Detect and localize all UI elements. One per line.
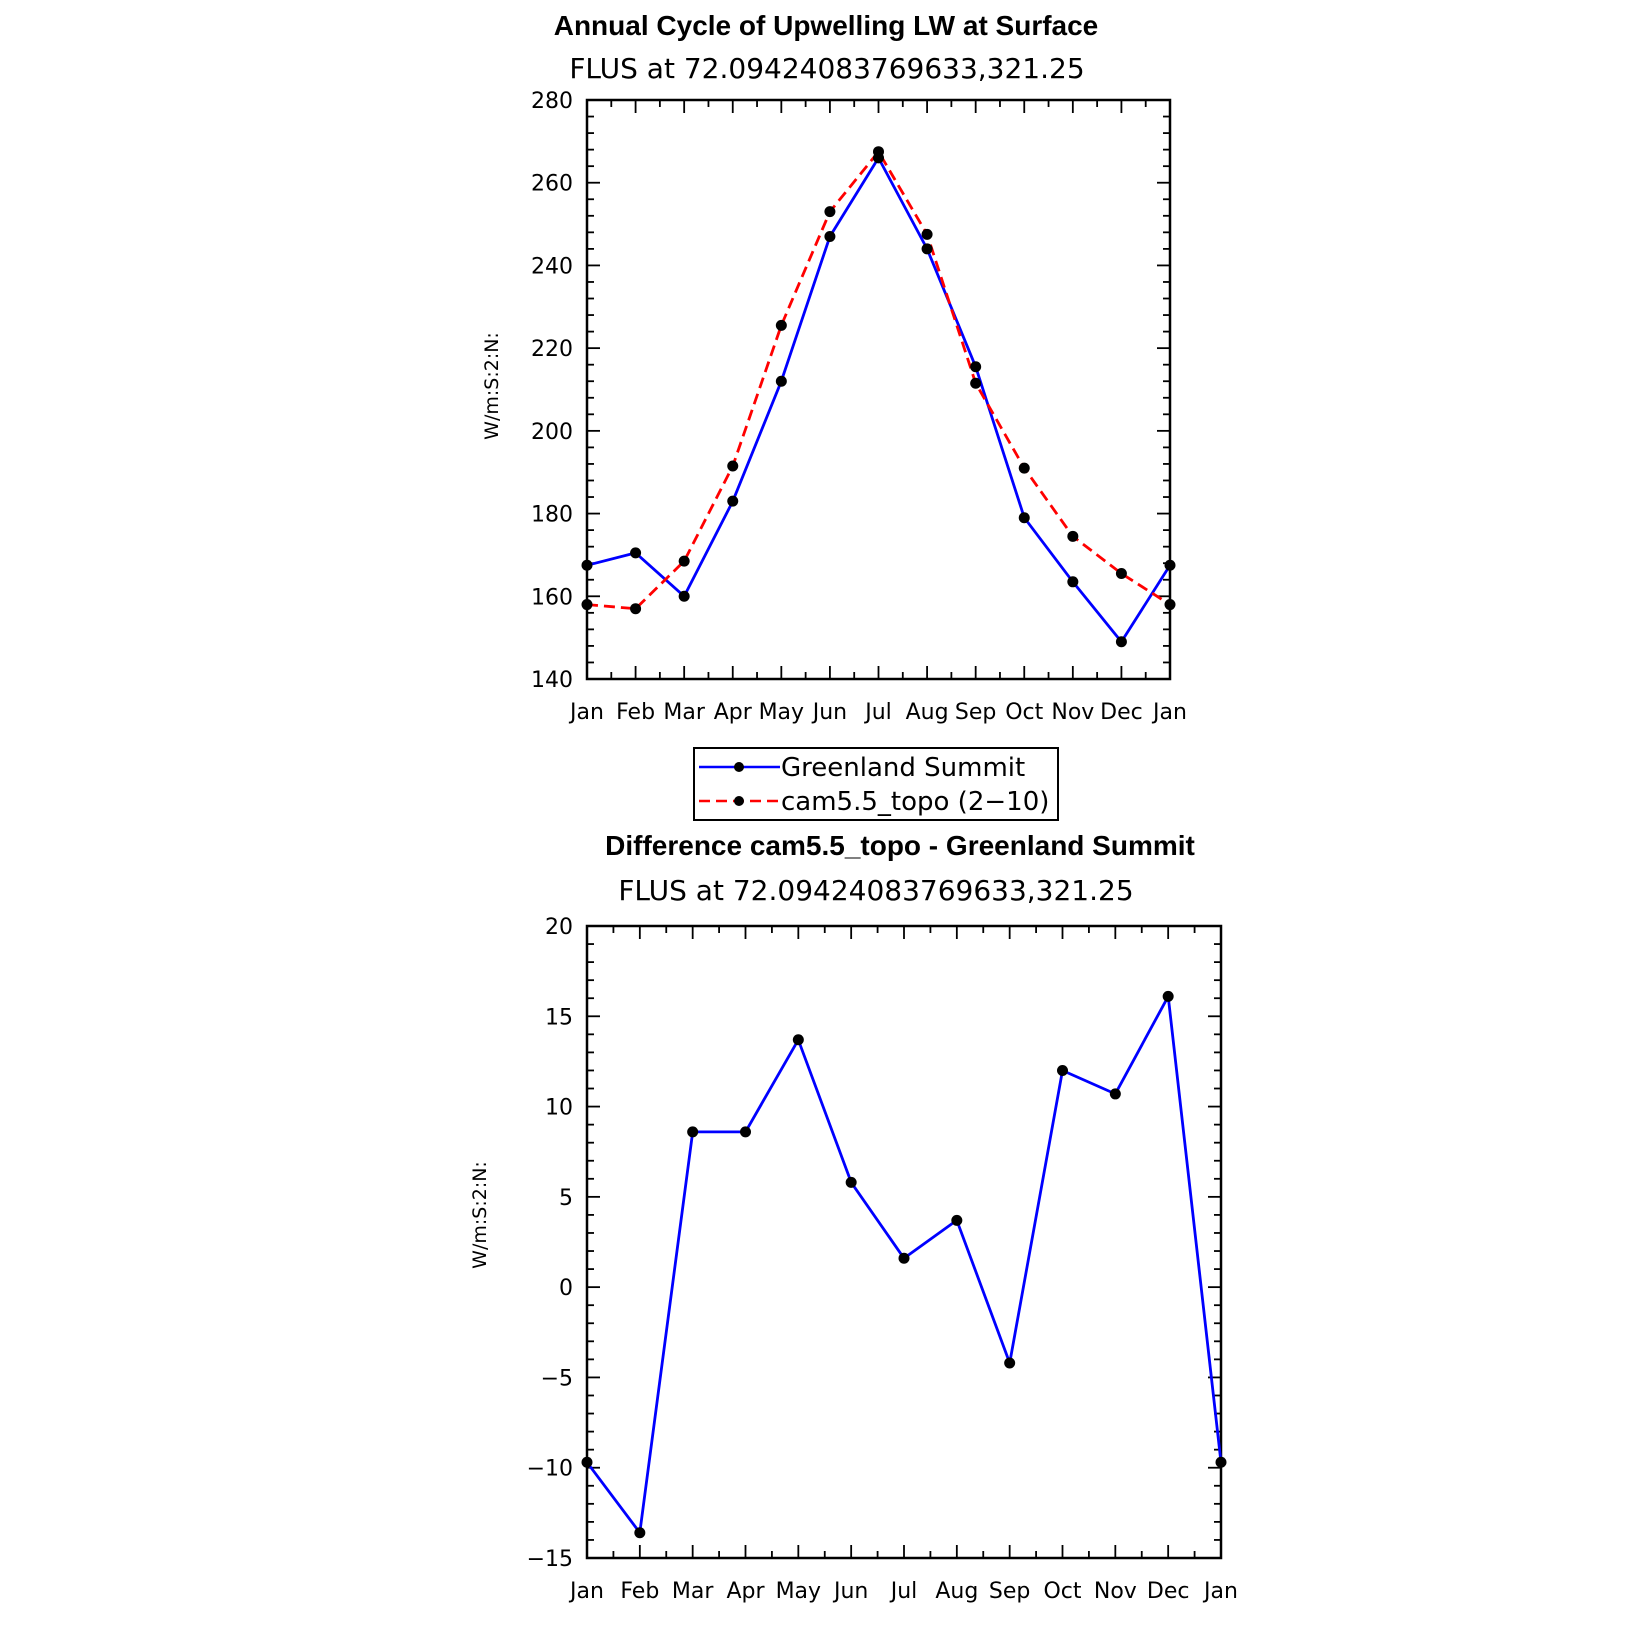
chart1-xtick-label: Oct <box>1005 700 1044 725</box>
chart2-series-1-point <box>846 1177 857 1188</box>
chart2-y-axis-label: W/m:S:2:N: <box>469 1161 491 1269</box>
chart1-series-1-point <box>727 496 738 507</box>
chart1-series-1-point <box>582 560 593 571</box>
chart1-xtick-label: Feb <box>616 700 656 725</box>
chart2-xtick-label: Nov <box>1093 1579 1137 1604</box>
chart1-ytick-label: 200 <box>531 419 573 445</box>
chart1-subtitle: FLUS at 72.09424083769633,321.25 <box>569 52 1085 85</box>
chart1-series-2-point <box>630 603 641 614</box>
chart2-xtick-label: Feb <box>620 1579 660 1604</box>
chart1-series-2-point <box>679 556 690 567</box>
chart1-series-1-point <box>1116 636 1127 647</box>
chart1-ytick-label: 220 <box>531 337 573 363</box>
chart2-xtick-label: Apr <box>726 1579 765 1604</box>
chart2-xtick-label: Oct <box>1043 1579 1082 1604</box>
chart2-series-1-point <box>1216 1457 1227 1468</box>
legend-marker-cam55-topo <box>734 796 744 806</box>
chart2-ytick-label: 5 <box>559 1185 573 1211</box>
chart1-series-1-point <box>970 361 981 372</box>
chart1-ytick-label: 180 <box>531 502 573 528</box>
chart1-series-2-point <box>970 378 981 389</box>
chart2-series-1-point <box>1163 991 1174 1002</box>
chart2-xtick-label: May <box>775 1579 822 1604</box>
chart1-series-1-point <box>824 231 835 242</box>
legend-label-greenland-summit: Greenland Summit <box>781 753 1026 783</box>
chart1-series-2-point <box>1019 463 1030 474</box>
chart2-series-1-point <box>793 1034 804 1045</box>
chart1-ytick-label: 160 <box>531 585 573 611</box>
chart1-series-1-point <box>1165 560 1176 571</box>
chart2-ytick-label: 10 <box>545 1095 573 1121</box>
chart2-series-1-point <box>951 1215 962 1226</box>
chart2-title: Difference cam5.5_topo - Greenland Summit <box>605 830 1195 861</box>
chart2-series-1-point <box>582 1457 593 1468</box>
chart1-series-2-point <box>776 320 787 331</box>
chart1-series-2-point <box>582 599 593 610</box>
chart1-xtick-label: Aug <box>905 700 949 725</box>
chart2-series-1-point <box>1110 1088 1121 1099</box>
legend-marker-greenland-summit <box>734 762 744 772</box>
chart1-series-line-2 <box>587 152 1170 609</box>
chart1-xtick-label: Jun <box>812 700 848 725</box>
chart2-ytick-label: 0 <box>559 1276 573 1302</box>
chart2-ytick-label: −15 <box>526 1547 573 1572</box>
chart2-xtick-label: Jan <box>570 1579 604 1604</box>
chart1-xtick-label: Apr <box>713 700 752 725</box>
chart1-xtick-label: Sep <box>954 700 997 725</box>
chart2-series-1-point <box>899 1253 910 1264</box>
chart1-xtick-label: Nov <box>1051 700 1095 725</box>
chart1-series-2-point <box>1165 599 1176 610</box>
chart2-xtick-label: Aug <box>935 1579 979 1604</box>
chart1-series-1-point <box>1019 512 1030 523</box>
chart2-series-1-point <box>687 1126 698 1137</box>
chart2-xtick-label: Jan <box>1204 1579 1238 1604</box>
chart1-xtick-label: Mar <box>663 700 705 725</box>
chart1-series-2-point <box>727 461 738 472</box>
chart1-xtick-label: Jan <box>570 700 604 725</box>
chart2-series-1-point <box>1057 1065 1068 1076</box>
chart1-y-axis-label: W/m:S:2:N: <box>481 332 503 440</box>
chart1-xtick-label: Jul <box>865 700 892 725</box>
chart1-series-2-point <box>1116 568 1127 579</box>
chart1-ytick-label: 140 <box>531 668 573 693</box>
chart2-xtick-label: Dec <box>1146 1579 1190 1604</box>
chart1-xtick-label: Jan <box>1153 700 1187 725</box>
chart2-xtick-label: Mar <box>671 1579 714 1604</box>
chart2-series-1-point <box>634 1527 645 1538</box>
chart2-series-1-point <box>740 1126 751 1137</box>
chart2-xtick-label: Sep <box>988 1579 1031 1604</box>
chart1-series-1-point <box>922 243 933 254</box>
chart2-plot-frame <box>587 926 1221 1558</box>
chart2-xtick-label: Jun <box>833 1579 869 1604</box>
chart1-series-1-point <box>630 547 641 558</box>
chart1-ytick-label: 260 <box>531 171 573 197</box>
chart1-series-1-point <box>776 376 787 387</box>
chart1-xtick-label: Dec <box>1100 700 1143 725</box>
chart1-series-2-point <box>824 206 835 217</box>
chart1-series-1-point <box>1067 576 1078 587</box>
chart1-title: Annual Cycle of Upwelling LW at Surface <box>553 10 1099 41</box>
chart1-xtick-label: May <box>758 700 805 725</box>
chart1-plot <box>531 89 1187 725</box>
chart2-ytick-label: 15 <box>545 1005 573 1031</box>
chart2-series-1-point <box>1004 1357 1015 1368</box>
legend-label-cam55-topo: cam5.5_topo (2−10) <box>781 787 1050 817</box>
chart2-plot <box>527 915 1238 1604</box>
chart1-series-2-point <box>922 229 933 240</box>
chart2-ytick-label: 20 <box>545 915 573 940</box>
chart1-ytick-label: 240 <box>531 254 573 280</box>
chart2-ytick-label: −5 <box>540 1366 573 1392</box>
chart1-series-2-point <box>1067 531 1078 542</box>
chart2-subtitle: FLUS at 72.09424083769633,321.25 <box>618 874 1134 907</box>
chart1-series-2-point <box>873 146 884 157</box>
chart1-series-1-point <box>679 591 690 602</box>
chart2-ytick-label: −10 <box>526 1456 573 1482</box>
chart2-series-line-1 <box>587 996 1221 1532</box>
chart1-ytick-label: 280 <box>531 89 573 114</box>
chart2-xtick-label: Jul <box>890 1579 918 1604</box>
chart1-legend <box>694 748 1058 820</box>
